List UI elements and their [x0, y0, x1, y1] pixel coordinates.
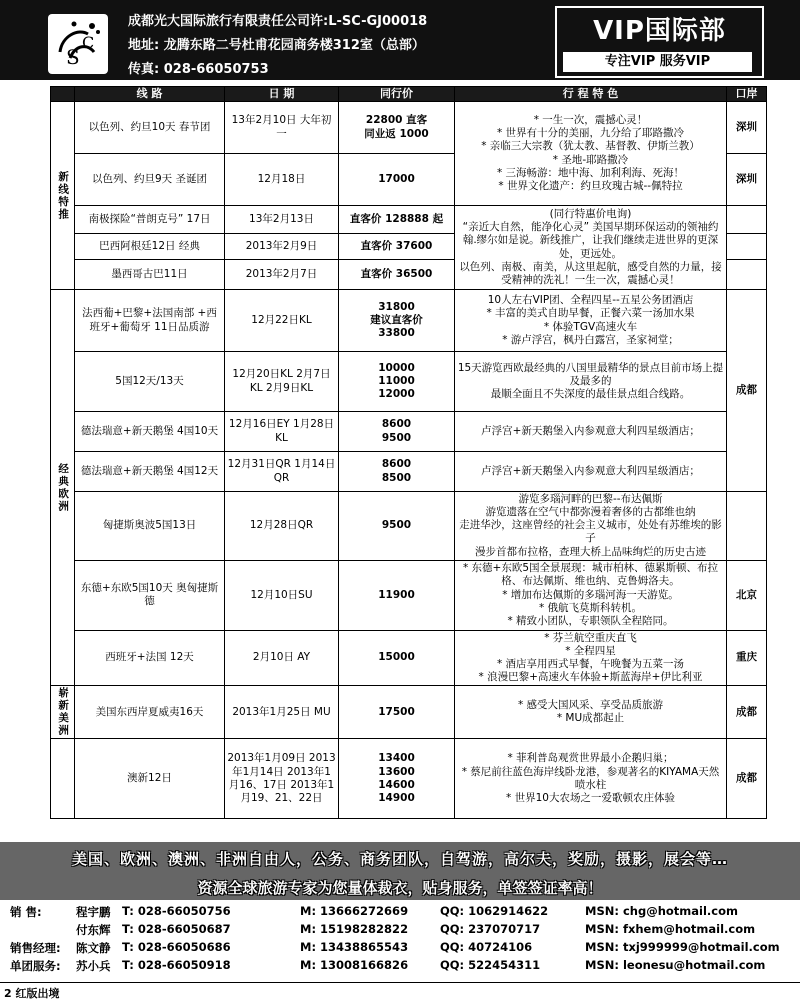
- price-line: 9500: [381, 431, 412, 444]
- contacts-section: [0, 900, 800, 978]
- contact-qq: QQ: 40724106: [440, 940, 533, 954]
- services-banner: [0, 842, 800, 876]
- contact-msn: MSN: leonesu@hotmail.com: [585, 958, 766, 972]
- port-cell: 重庆: [727, 630, 767, 686]
- port-cell: [727, 260, 767, 290]
- price-cell: [339, 739, 455, 819]
- feature-line: * 东德+东欧5国全景展现：城市柏林、德累斯顿、布拉格、布达佩斯、维也纳、克鲁姆洛夫。: [462, 562, 719, 588]
- header-port: 口岸: [727, 87, 767, 102]
- feature-line: 10人左右VIP团、全程四星--五星公务团酒店: [487, 294, 694, 307]
- price-line: 33800: [378, 327, 415, 340]
- contact-mobile: M: 13666272669: [300, 904, 409, 918]
- date-cell: 12月28日QR: [225, 492, 339, 561]
- port-cell: 成都: [727, 739, 767, 819]
- table-header-row: [51, 87, 767, 102]
- feature-line: * 三海畅游：地中海、加利利海、死海！: [496, 166, 685, 179]
- table-row: [51, 560, 767, 630]
- price-line: 14600: [378, 778, 415, 791]
- table-row: [51, 102, 767, 154]
- date-cell: 12月10日SU: [225, 560, 339, 630]
- company-name: 成都光大国际旅行有限责任公司许:L-SC-GJ00018: [128, 14, 428, 29]
- date-cell: 2月10日 AY: [225, 630, 339, 686]
- feature-line: * 浪漫巴黎+高速火车体验+斯蓝海岸+伊比利亚: [478, 671, 703, 683]
- contact-qq: QQ: 237070717: [440, 922, 541, 936]
- price-line: 13600: [378, 765, 415, 778]
- price-cell: [339, 686, 455, 739]
- feature-line: * 世界文化遗产：约旦玫瑰古城--佩特拉: [498, 179, 683, 192]
- date-cell: 2013年2月9日: [225, 234, 339, 260]
- contact-name: 付东辉: [76, 923, 111, 937]
- page-header: [0, 0, 800, 80]
- price-line: 17500: [378, 705, 415, 718]
- contact-mobile: M: 13008166826: [300, 958, 409, 972]
- features-cell: [455, 452, 727, 492]
- price-line: 31800: [378, 300, 415, 313]
- route-cell: 匈捷斯奥波5国13日: [75, 492, 225, 561]
- table-row: [51, 739, 767, 819]
- header-date: 日 期: [225, 87, 339, 102]
- port-cell: [727, 234, 767, 260]
- features-cell: [455, 630, 727, 686]
- price-cell: [339, 492, 455, 561]
- feature-line: * 世界有十分的美丽，九分给了耶路撒冷: [496, 127, 685, 140]
- price-line: 17000: [378, 172, 415, 185]
- slogan-banner-text: 资源全球旅游专家为您量体裁衣，贴身服务，单签签证率高！: [197, 879, 603, 897]
- header-features: 行 程 特 色: [455, 87, 727, 102]
- feature-line: 以色列、南极、南美，从这里起航，感受自然的力量，接受精神的洗礼！一生一次，震撼心灵！: [459, 260, 722, 286]
- price-cell: [339, 102, 455, 154]
- feature-line: 漫步首都布拉格，查理大桥上品味绚烂的历史古迹: [475, 545, 706, 558]
- date-cell: 12月31日QR 1月14日QR: [225, 452, 339, 492]
- price-cell: [339, 412, 455, 452]
- features-cell: [455, 206, 727, 290]
- route-cell: 南极探险“普朗克号” 17日: [75, 206, 225, 234]
- feature-line: “亲近大自然，能净化心灵” 美国早期环保运动的领袖约翰.缪尔如是说。新线推广，让我们继续走进世界的更深处，更远处。: [462, 221, 719, 260]
- date-cell: 2013年2月7日: [225, 260, 339, 290]
- group-label: 新线特推: [51, 102, 75, 290]
- contact-role: 销 售:: [10, 905, 42, 919]
- header-price: 同行价: [339, 87, 455, 102]
- page-number: 2 红版出境: [4, 987, 60, 1000]
- company-fax: 传真: 028-66050753: [128, 62, 269, 77]
- port-cell: [727, 492, 767, 561]
- price-cell: [339, 290, 455, 352]
- feature-line: * 精致小团队，专职领队全程陪同。: [507, 614, 674, 627]
- price-line: 11000: [378, 374, 415, 387]
- table-row: [51, 412, 767, 452]
- contact-name: 苏小兵: [76, 959, 111, 973]
- feature-line: * 酒店享用西式早餐，午晚餐为五菜一汤: [496, 657, 685, 670]
- port-cell: 深圳: [727, 102, 767, 154]
- date-cell: 13年2月10日 大年初一: [225, 102, 339, 154]
- date-cell: 12月16日EY 1月28日KL: [225, 412, 339, 452]
- header-route: 线 路: [75, 87, 225, 102]
- route-cell: 墨西哥古巴11日: [75, 260, 225, 290]
- contact-tel: T: 028-66050756: [122, 904, 231, 918]
- price-cell: [339, 560, 455, 630]
- features-cell: [455, 102, 727, 206]
- table-row: [51, 290, 767, 352]
- table-row: [51, 352, 767, 412]
- contact-tel: T: 028-66050687: [122, 922, 231, 936]
- svg-text:S: S: [66, 45, 80, 69]
- feature-line: 卢浮宫+新天鹅堡入内参观意大利四星级酒店；: [481, 424, 700, 437]
- services-banner-text: 美国、欧洲、澳洲、非洲自由人，公务、商务团队，自驾游，高尔夫，奖励，摄影，展会等…: [71, 850, 728, 868]
- price-line: 直客价 37600: [360, 239, 433, 252]
- feature-line: * 全程四星: [565, 644, 616, 657]
- date-cell: 2013年1月25日 MU: [225, 686, 339, 739]
- price-line: 8600: [381, 458, 412, 471]
- group-label: 经典欧洲: [51, 290, 75, 686]
- port-cell: 成都: [727, 686, 767, 739]
- route-cell: 以色列、约旦9天 圣诞团: [75, 154, 225, 206]
- port-cell: 深圳: [727, 154, 767, 206]
- features-cell: [455, 352, 727, 412]
- route-cell: 以色列、约旦10天 春节团: [75, 102, 225, 154]
- price-line: 14900: [378, 791, 415, 804]
- features-cell: [455, 739, 727, 819]
- group-label: 崭新美洲: [51, 686, 75, 739]
- route-cell: 东德+东欧5国10天 奥匈捷斯德: [75, 560, 225, 630]
- features-cell: [455, 290, 727, 352]
- price-line: 15000: [378, 651, 415, 664]
- date-cell: 12月22日KL: [225, 290, 339, 352]
- date-cell: 12月20日KL 2月7日KL 2月9日KL: [225, 352, 339, 412]
- price-cell: [339, 452, 455, 492]
- route-cell: 德法瑞意+新天鹅堡 4国10天: [75, 412, 225, 452]
- contact-tel: T: 028-66050918: [122, 958, 231, 972]
- route-cell: 西班牙+法国 12天: [75, 630, 225, 686]
- table-row: [51, 630, 767, 686]
- port-cell: 成都: [727, 290, 767, 492]
- company-logo: [48, 14, 108, 74]
- price-cell: [339, 260, 455, 290]
- feature-line: 最顺全面且不失深度的最佳景点组合线路。: [490, 388, 691, 401]
- feature-line: 15天游览西欧最经典的八国里最精华的景点目前市场上提及最多的: [457, 361, 724, 387]
- group-label-empty: [51, 739, 75, 819]
- price-line: 22800 直客: [365, 114, 428, 127]
- contact-name: 程宇鹏: [76, 905, 111, 919]
- feature-line: * 增加布达佩斯的多瑙河海一天游览。: [502, 588, 679, 601]
- price-line: 直客价 36500: [360, 267, 433, 280]
- header-cat: [51, 87, 75, 102]
- route-cell: 法西葡+巴黎+法国南部 +西班牙+葡萄牙 11日品质游: [75, 290, 225, 352]
- price-line: 同业返 1000: [364, 127, 429, 140]
- price-line: 8600: [381, 418, 412, 431]
- route-cell: 巴西阿根廷12日 经典: [75, 234, 225, 260]
- table-row: [51, 492, 767, 561]
- feature-line: * 蔡尼前往蓝色海岸线卧龙港，参观著名的KIYAMA天然喷水柱: [461, 765, 720, 791]
- route-cell: 德法瑞意+新天鹅堡 4国12天: [75, 452, 225, 492]
- features-cell: [455, 492, 727, 561]
- feature-line: * 芬兰航空重庆直飞: [544, 631, 637, 644]
- vip-slogan: 专注VIP 服务VIP: [563, 52, 752, 72]
- svg-text:C: C: [82, 33, 95, 52]
- feature-line: * 游卢浮宫，枫丹白露宫，圣家祠堂；: [502, 333, 679, 346]
- contact-role: 销售经理:: [10, 941, 61, 955]
- feature-line: * 世界10大农场之一爱歌顿农庄体验: [506, 791, 675, 804]
- feature-line: * 感受大国风采、享受品质旅游: [517, 699, 664, 711]
- date-cell: 2013年1月09日 2013年1月14日 2013年1月16、17日 2013年1月19、21、22日: [225, 739, 339, 819]
- contact-msn: MSN: fxhem@hotmail.com: [585, 922, 756, 936]
- feature-line: 卢浮宫+新天鹅堡入内参观意大利四星级酒店；: [481, 464, 700, 477]
- price-cell: [339, 352, 455, 412]
- contact-mobile: M: 15198282822: [300, 922, 409, 936]
- price-line: 12000: [378, 388, 415, 401]
- tour-table: [50, 86, 767, 819]
- contact-msn: MSN: chg@hotmail.com: [585, 904, 738, 918]
- feature-line: * 体验TGV高速火车: [543, 320, 638, 333]
- price-line: 13400: [378, 752, 415, 765]
- features-cell: [455, 560, 727, 630]
- contact-msn: MSN: txj999999@hotmail.com: [585, 940, 780, 954]
- contact-qq: QQ: 522454311: [440, 958, 541, 972]
- vip-brand-box: [555, 6, 764, 78]
- feature-line: * MU成都起止: [556, 712, 625, 725]
- price-line: 建议直客价: [370, 313, 423, 326]
- features-cell: [455, 686, 727, 739]
- contact-mobile: M: 13438865543: [300, 940, 409, 954]
- feature-line: 游览遗落在空气中都弥漫着奢侈的古都维也纳: [485, 506, 696, 519]
- feature-line: 游览多瑙河畔的巴黎--布达佩斯: [518, 493, 663, 505]
- price-cell: [339, 206, 455, 234]
- price-line: 10000: [378, 361, 415, 374]
- table-row: [51, 452, 767, 492]
- price-line: 9500: [381, 519, 412, 532]
- feature-line: * 菲利普岛观赏世界最小企鹅归巢；: [507, 752, 674, 765]
- feature-line: * 一生一次，震撼心灵！: [533, 114, 648, 127]
- contact-qq: QQ: 1062914622: [440, 904, 549, 918]
- price-line: 11900: [378, 588, 415, 601]
- route-cell: 美国东西岸夏威夷16天: [75, 686, 225, 739]
- vip-brand-title: VIP国际部: [593, 16, 726, 46]
- feature-line: (同行特惠价电询): [549, 208, 632, 221]
- port-cell: 北京: [727, 560, 767, 630]
- date-cell: 13年2月13日: [225, 206, 339, 234]
- features-cell: [455, 412, 727, 452]
- contact-tel: T: 028-66050686: [122, 940, 231, 954]
- price-line: 8500: [381, 471, 412, 484]
- feature-line: * 俄航飞莫斯科转机。: [538, 601, 643, 614]
- contact-role: 单团服务:: [10, 959, 61, 973]
- company-address: 地址: 龙腾东路二号杜甫花园商务楼312室（总部）: [128, 38, 425, 53]
- feature-line: * 丰富的美式自助早餐，正餐六菜一汤加水果: [486, 307, 695, 320]
- price-line: 直客价 128888 起: [349, 212, 444, 225]
- port-cell: [727, 206, 767, 234]
- price-cell: [339, 234, 455, 260]
- contact-name: 陈文静: [76, 941, 111, 955]
- price-cell: [339, 154, 455, 206]
- date-cell: 12月18日: [225, 154, 339, 206]
- slogan-banner: [0, 876, 800, 900]
- feature-line: * 圣地-耶路撒冷: [552, 153, 629, 166]
- table-row: [51, 686, 767, 739]
- logo-icon: [48, 14, 108, 74]
- price-cell: [339, 630, 455, 686]
- route-cell: 5国12天/13天: [75, 352, 225, 412]
- table-row: [51, 206, 767, 234]
- feature-line: 走进华沙，这座曾经的社会主义城市，处处有苏维埃的影子: [459, 519, 722, 545]
- page-footer: [0, 982, 800, 1001]
- route-cell: 澳新12日: [75, 739, 225, 819]
- feature-line: * 亲临三大宗教（犹太教、基督教、伊斯兰教）: [481, 140, 700, 153]
